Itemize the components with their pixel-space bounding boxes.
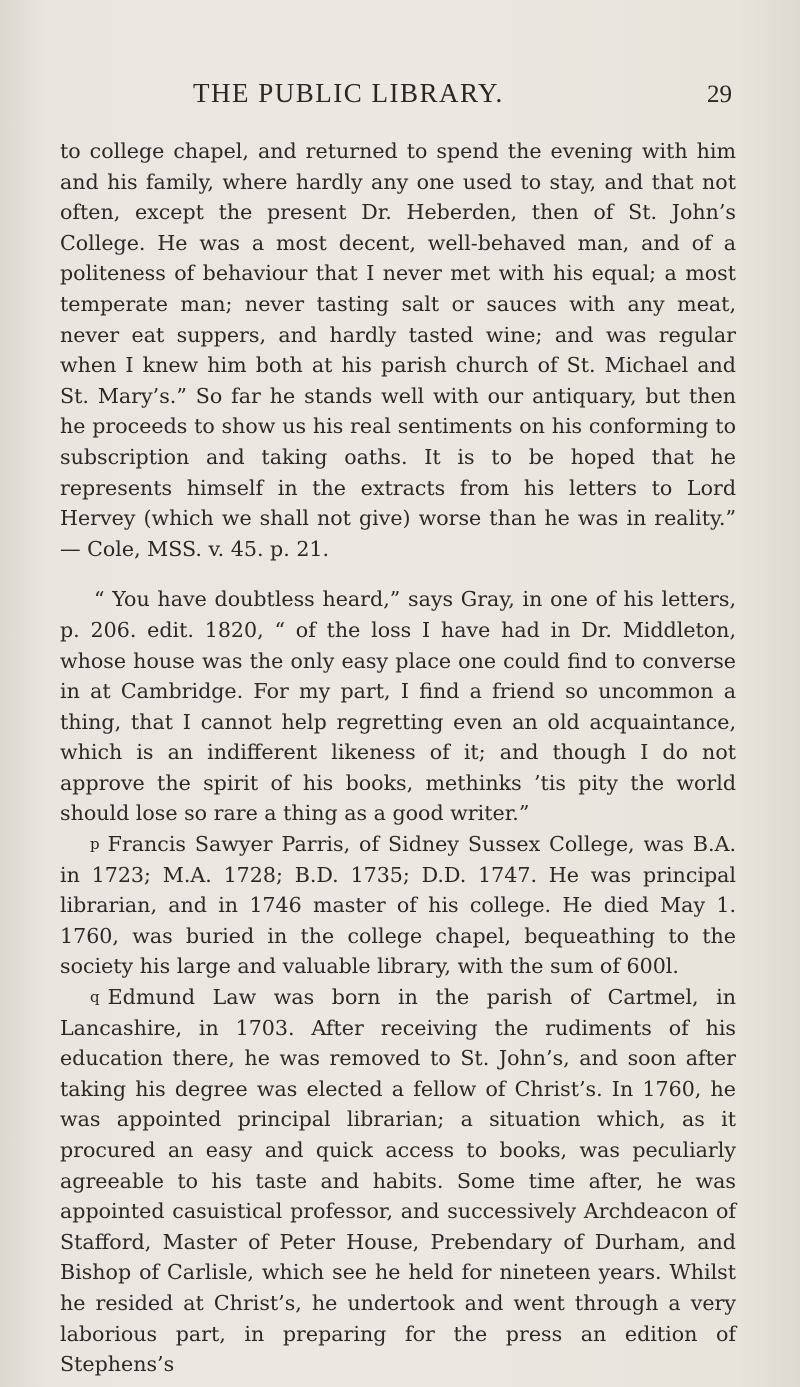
running-head: THE PUBLIC LIBRARY. xyxy=(193,78,504,108)
paragraph: “ You have doubtless heard,” says Gray, in one of his letters, p. 206. edit. 1820, “ of the loss I have had in Dr. Middleton, whose house was the only easy place one could find to converse in at Cambridge. For my part, I find a friend so uncommon a thing, that I cannot help regretting even an old acquaintance, which is an indifferent likeness of it; and though I do not approve the spirit of his books, methinks ’tis pity the world should lose so rare a thing as a good writer.” xyxy=(60,587,736,826)
footnote-text: Edmund Law was born in the parish of Cartmel, in Lancashire, in 1703. After receiving the rudiments of his education there, he was removed to St. John’s, and soon after taking his degree was elected a fellow of Christ’s. In 1760, he was appointed principal librarian; a situation which, as it procured an easy and quick access to books, was peculiarly agreeable to his taste and habits. Some time after, he was appointed casuistical professor, and successively Archdeacon of Stafford, Master of Peter House, Prebendary of Durham, and Bishop of Carlisle, which see he held for nineteen years. Whilst he resided at Christ’s, he undertook and went through a very laborious part, in preparing for the press an edition of Stephens’s xyxy=(60,985,736,1377)
page-number: 29 xyxy=(707,81,732,108)
page-header xyxy=(60,78,740,118)
footnote-marker: p xyxy=(90,835,100,854)
body-text xyxy=(60,136,736,1380)
footnote-marker: q xyxy=(90,988,100,1007)
footnote xyxy=(60,829,736,982)
paragraph: to college chapel, and returned to spend the evening with him and his family, where hardly any one used to stay, and that not often, except the present Dr. Heberden, then of St. John’s College. He was a most decent, well-behaved man, and of a politeness of behaviour that I never met with his equal; a most temperate man; never tasting salt or sauces with any meat, never eat suppers, and hardly tasted wine; and was regular when I knew him both at his parish church of St. Michael and St. Mary’s.” So far he stands well with our antiquary, but then he proceeds to show us his real sentiments on his conforming to subscription and taking oaths. It is to be hoped that he represents himself in the extracts from his letters to Lord Hervey (which we shall not give) worse than he was in reality.” — Cole, MSS. v. 45. p. 21. xyxy=(60,139,736,561)
footnote xyxy=(60,982,736,1380)
footnote-text: Francis Sawyer Parris, of Sidney Sussex College, was B.A. in 1723; M.A. 1728; B.D. 1735; D.D. 1747. He was principal librarian, and in 1746 master of his college. He died May 1. 1760, was buried in the college chapel, bequeathing to the society his large and valuable library, with the sum of 600l. xyxy=(60,832,736,979)
